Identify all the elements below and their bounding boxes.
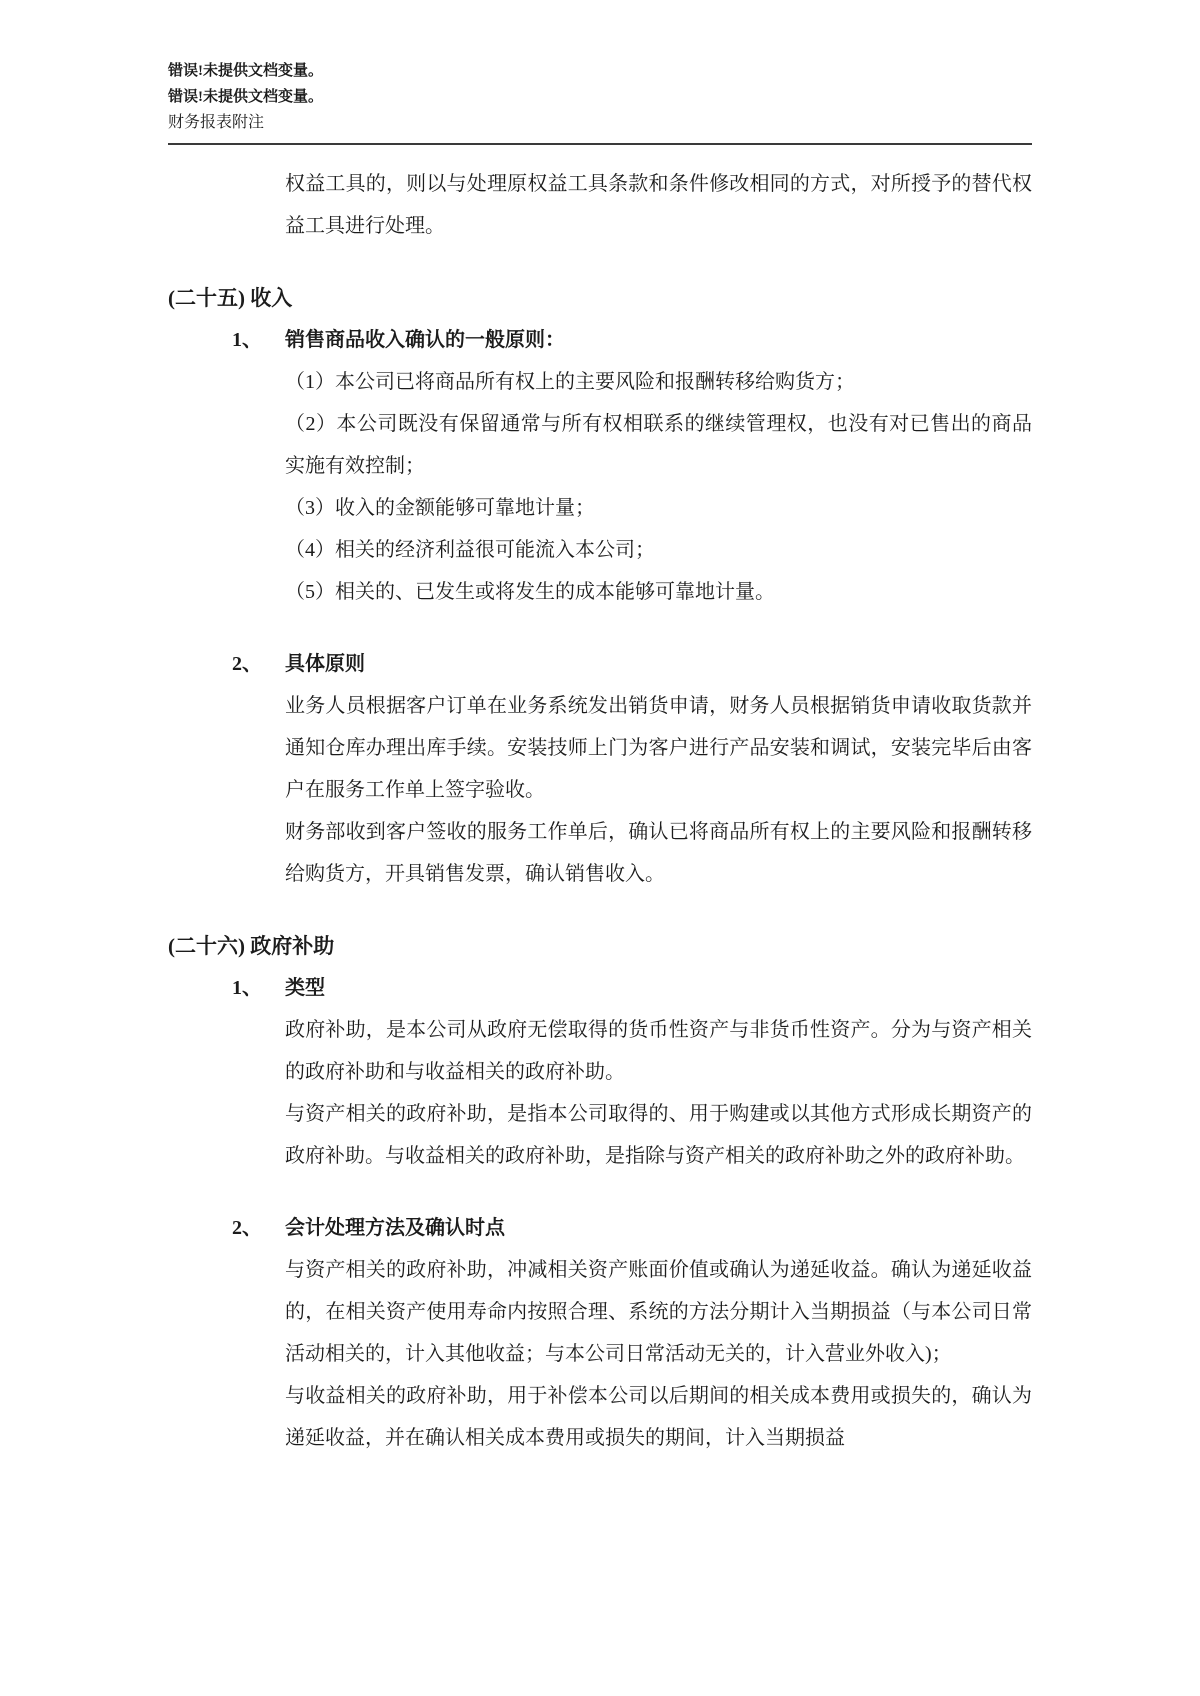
section-heading-revenue: (二十五) 收入 — [168, 286, 293, 310]
item-title: 具体原则 — [285, 653, 365, 675]
item-heading-accounting-treatment — [232, 1207, 1032, 1249]
item-title: 销售商品收入确认的一般原则： — [285, 329, 565, 351]
item-title: 会计处理方法及确认时点 — [285, 1217, 505, 1239]
header-error-line-1: 错误!未提供文档变量。 — [168, 63, 323, 79]
paragraph-revenue-recognition: 财务部收到客户签收的服务工作单后，确认已将商品所有权上的主要风险和报酬转移给购货方，开具销售发票，确认销售收入。 — [285, 821, 1032, 885]
header-error-line-2: 错误!未提供文档变量。 — [168, 89, 323, 105]
paragraph-sales-process: 业务人员根据客户订单在业务系统发出销货申请，财务人员根据销货申请收取货款并通知仓库办理出库手续。安装技师上门为客户进行产品安装和调试，安装完毕后由客户在服务工作单上签字验收。 — [285, 695, 1032, 801]
paragraph-grant-definition: 政府补助，是本公司从政府无偿取得的货币性资产与非货币性资产。分为与资产相关的政府补助和与收益相关的政府补助。 — [285, 1019, 1032, 1083]
paragraph-principle-3: （3）收入的金额能够可靠地计量； — [285, 497, 595, 519]
item-number: 1、 — [232, 977, 262, 999]
item-number: 1、 — [232, 329, 262, 351]
intro-paragraph: 权益工具的，则以与处理原权益工具条款和条件修改相同的方式，对所授予的替代权益工具进行处理。 — [285, 173, 1032, 237]
item-title: 类型 — [285, 977, 325, 999]
item-heading-specific-principles — [232, 643, 1032, 685]
paragraph-principle-4: （4）相关的经济利益很可能流入本公司； — [285, 539, 655, 561]
item-number: 2、 — [232, 653, 262, 675]
item-heading-grant-types — [232, 967, 1032, 1009]
paragraph-principle-1: （1）本公司已将商品所有权上的主要风险和报酬转移给购货方； — [285, 371, 855, 393]
paragraph-grant-asset-related: 与资产相关的政府补助，是指本公司取得的、用于购建或以其他方式形成长期资产的政府补助。与收益相关的政府补助，是指除与资产相关的政府补助之外的政府补助。 — [285, 1103, 1032, 1167]
header-doc-label: 财务报表附注 — [168, 114, 265, 131]
item-number: 2、 — [232, 1217, 262, 1239]
section-heading-government-grants: (二十六) 政府补助 — [168, 934, 335, 958]
header-rule — [168, 143, 1032, 145]
paragraph-principle-2: （2）本公司既没有保留通常与所有权相联系的继续管理权，也没有对已售出的商品实施有效控制； — [285, 413, 1032, 477]
paragraph-treatment-asset-grant: 与资产相关的政府补助，冲减相关资产账面价值或确认为递延收益。确认为递延收益的，在相关资产使用寿命内按照合理、系统的方法分期计入当期损益（与本公司日常活动相关的，计入其他收益；与本公司日常活动无关的，计入营业外收入)； — [285, 1259, 1032, 1365]
page-header — [168, 58, 1032, 145]
paragraph-treatment-income-grant: 与收益相关的政府补助，用于补偿本公司以后期间的相关成本费用或损失的，确认为递延收益，并在确认相关成本费用或损失的期间，计入当期损益 — [285, 1385, 1032, 1449]
item-heading-general-principles — [232, 319, 1032, 361]
paragraph-principle-5: （5）相关的、已发生或将发生的成本能够可靠地计量。 — [285, 581, 775, 603]
document-body — [168, 163, 1032, 1459]
